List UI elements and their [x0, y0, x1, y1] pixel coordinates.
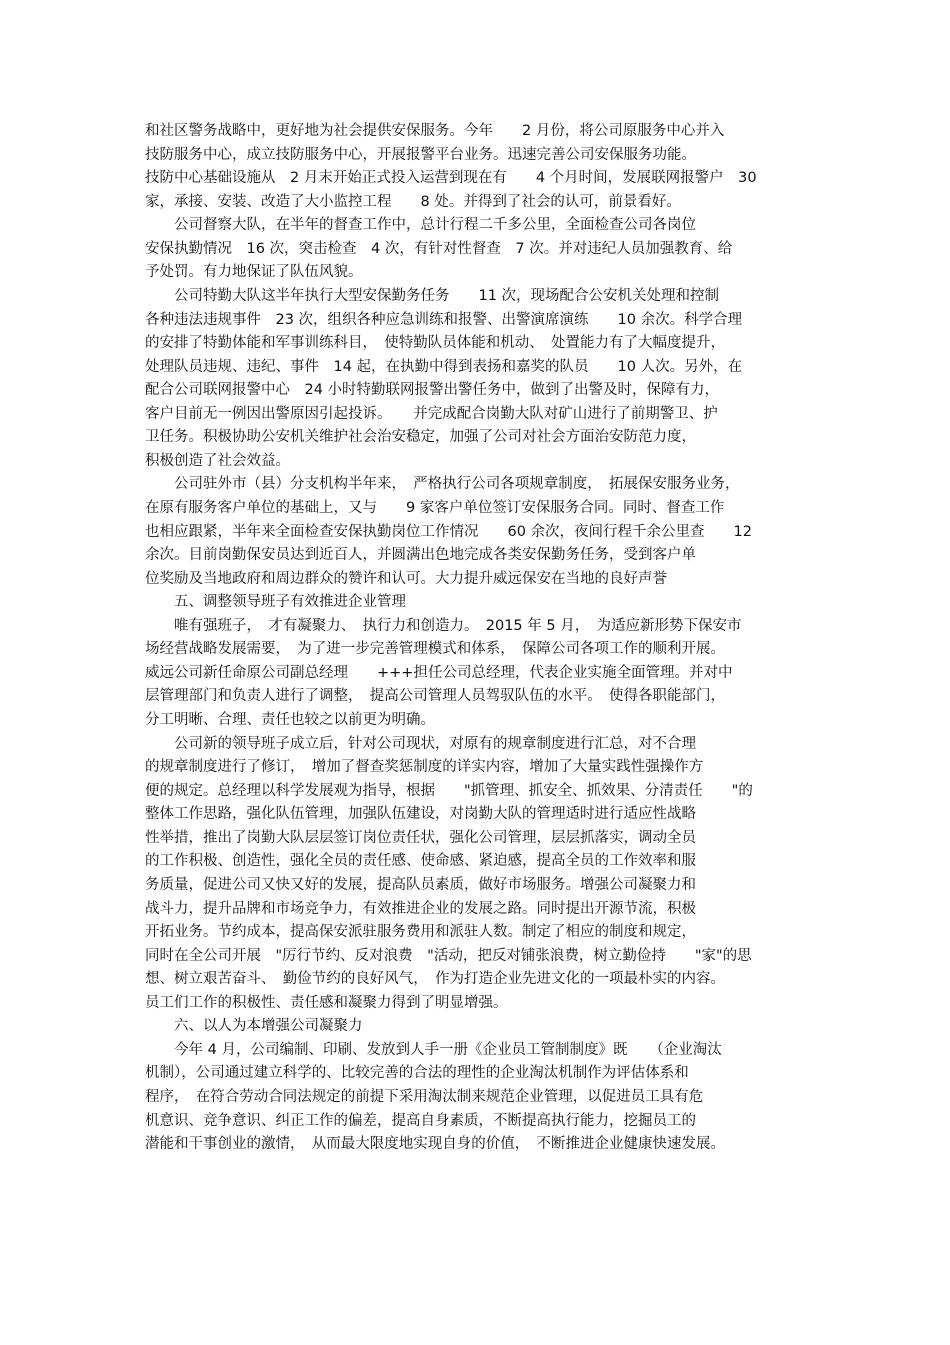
text-line: 的规章制度进行了修订， 增加了督查奖惩制度的详实内容，增加了大量实践性强操作方 — [145, 759, 704, 776]
text-line: 唯有强班子， 才有凝聚力、 执行力和创造力。 2015 年 5 月， 为适应新形势下保安市 — [145, 617, 742, 634]
text-line: 机意识、竞争意识、纠正工作的偏差，提高自身素质，不断提高执行能力，挖掘员工的 — [145, 1112, 696, 1129]
text-line: 各种违法违规事件 23 次，组织各种应急训练和报警、出警演席演练 10 余次。科学合理 — [145, 311, 743, 328]
text-line: 机制），公司通过建立科学的、比较完善的合法的理性的企业淘汰机制作为评估体系和 — [145, 1065, 689, 1082]
text-line: 务质量，促进公司又快又好的发展，提高队员素质，做好市场服务。增强公司凝聚力和 — [145, 876, 696, 893]
text-line: 的安排了特勤体能和军事训练科目， 使特勤队员体能和机动、 处置能力有了大幅度提升， — [145, 335, 725, 351]
text-line: 想、树立艰苦奋斗、 勤俭节约的良好风气， 作为打造企业先进文化的一项最朴实的内容。 — [145, 971, 725, 988]
text-line: 今年 4 月，公司编制、印刷、发放到人手一册《企业员工管制制度》既 （企业淘汰 — [145, 1041, 722, 1058]
text-line: 技防中心基础设施从 2 月末开始正式投入运营到现在有 4 个月时间，发展联网报警户 30 — [145, 170, 757, 187]
text-line: 予处罚。有力地保证了队伍风貌。 — [145, 264, 363, 281]
text-line: 家，承接、安装、改造了大小监控工程 8 处。并得到了社会的认可，前景看好。 — [145, 193, 681, 210]
text-line: 五、调整领导班子有效推进企业管理 — [145, 594, 406, 611]
text-line: 场经营战略发展需要， 为了进一步完善管理模式和体系， 保障公司各项工作的顺利开展。 — [145, 641, 725, 658]
text-line: 威远公司新任命原公司副总经理 +++担任公司总经理，代表企业实施全面管理。并对中 — [145, 664, 733, 681]
text-line: 在原有服务客户单位的基础上，又与 9 家客户单位签订安保服务合同。同时、督查工作 — [145, 500, 725, 516]
text-line: 潜能和干事创业的激情， 从而最大限度地实现自身的价值， 不断推进企业健康快速发展。 — [145, 1136, 725, 1153]
text-line: 处理队员违规、违纪、事件 14 起，在执勤中得到表扬和嘉奖的队员 10 人次。另外，在 — [145, 358, 743, 375]
text-line: 卫任务。积极协助公安机关维护社会治安稳定，加强了公司对社会方面治安防范力度， — [145, 429, 696, 446]
text-line: 公司特勤大队这半年执行大型安保勤务任务 11 次，现场配合公安机关处理和控制 — [145, 287, 720, 304]
text-line: 技防服务中心，成立技防服务中心，开展报警平台业务。迅速完善公司安保服务功能。 — [145, 146, 696, 163]
text-line: 公司新的领导班子成立后，针对公司现状，对原有的规章制度进行汇总，对不合理 — [145, 735, 696, 752]
text-line: 的工作积极、创造性，强化全员的责任感、使命感、紧迫感，提高全员的工作效率和服 — [145, 853, 696, 870]
text-line: 和社区警务战略中，更好地为社会提供安保服务。今年 2 月份，将公司原服务中心并入 — [145, 123, 725, 139]
text-line: 开拓业务。节约成本，提高保安派驻服务费用和派驻人数。制定了相应的制度和规定， — [145, 924, 696, 940]
text-line: 配合公司联网报警中心 24 小时特勤联网报警出警任务中，做到了出警及时，保障有力， — [145, 382, 720, 399]
text-line: 安保执勤情况 16 次，突击检查 4 次，有针对性督查 7 次。并对违纪人员加强教育、给 — [145, 240, 733, 257]
text-line: 程序， 在符合劳动合同法规定的前提下采用淘汰制来规范企业管理，以促进员工具有危 — [145, 1089, 704, 1105]
text-line: 客户目前无一例因出警原因引起投诉。 并完成配合岗勤大队对矿山进行了前期警卫、护 — [145, 405, 718, 422]
text-line: 同时在全公司开展 "厉行节约、反对浪费 "活动，把反对铺张浪费，树立勤俭持 "家"的思 — [145, 947, 752, 964]
text-line: 分工明晰、合理、责任也较之以前更为明确。 — [145, 712, 435, 728]
text-line: 性举措，推出了岗勤大队层层签订岗位责任状，强化公司管理，层层抓落实，调动全员 — [145, 829, 696, 846]
text-line: 公司督察大队，在半年的督查工作中，总计行程二千多公里，全面检查公司各岗位 — [145, 217, 696, 234]
text-line: 也相应跟紧，半年来全面检查安保执勤岗位工作情况 60 余次，夜间行程千余公里查 12 — [145, 523, 753, 540]
text-line: 公司驻外市（县）分支机构半年来， 严格执行公司各项规章制度， 拓展保安服务业务， — [145, 476, 740, 493]
text-line: 整体工作思路，强化队伍管理，加强队伍建设，对岗勤大队的管理适时进行适应性战略 — [145, 806, 696, 823]
text-line: 战斗力，提升品牌和市场竞争力，有效推进企业的发展之路。同时提出开源节流，积极 — [145, 900, 696, 917]
text-line: 积极创造了社会效益。 — [145, 452, 290, 469]
text-line: 便的规定。总经理以科学发展观为指导，根据 "抓管理、抓安全、抓效果、分清责任 "的 — [145, 782, 753, 799]
text-line: 余次。目前岗勤保安员达到近百人，并圆满出色地完成各类安保勤务任务，受到客户单 — [145, 547, 696, 564]
text-line: 位奖励及当地政府和周边群众的赞许和认可。大力提升威远保安在当地的良好声誉 — [145, 570, 667, 587]
text-line: 六、以人为本增强公司凝聚力 — [145, 1018, 363, 1035]
text-line: 层管理部门和负责人进行了调整， 提高公司管理人员驾驭队伍的水平。 使得各职能部门， — [145, 688, 725, 705]
text-line: 员工们工作的积极性、责任感和凝聚力得到了明显增强。 — [145, 994, 508, 1011]
